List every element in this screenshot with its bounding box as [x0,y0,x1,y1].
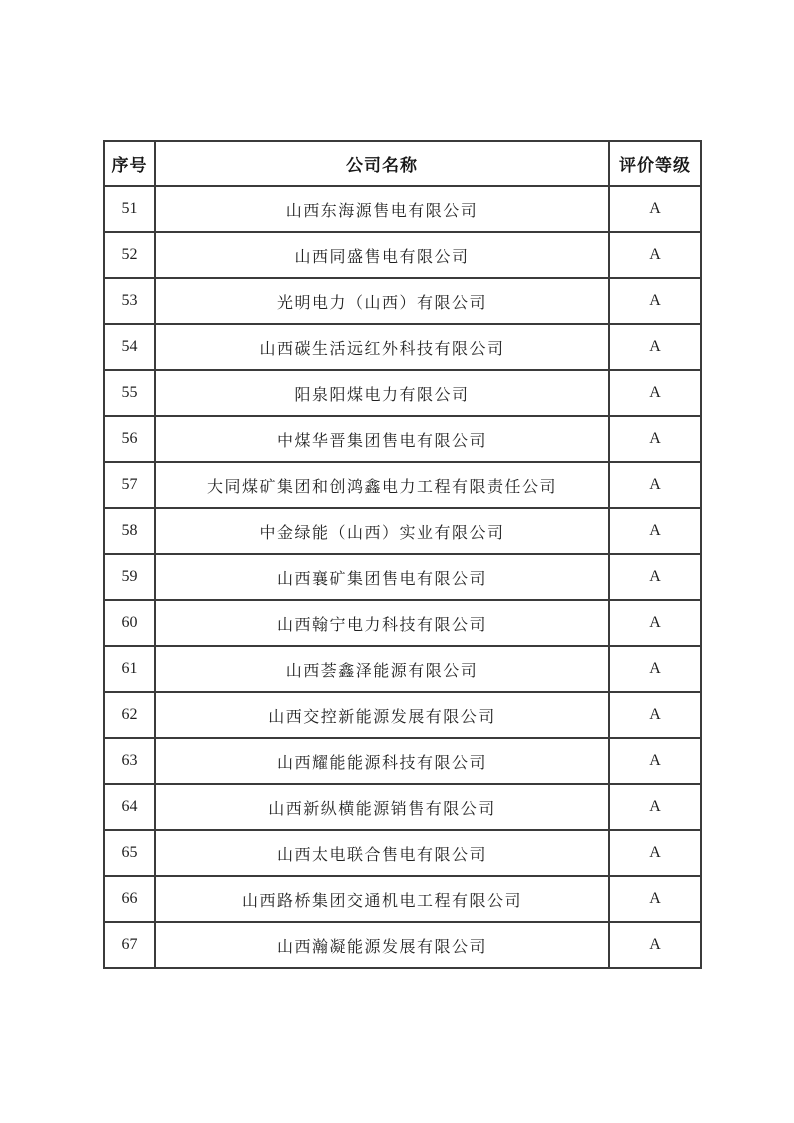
table-row [104,554,701,600]
serial-number-cell: 60 [104,600,155,646]
company-name-cell: 阳泉阳煤电力有限公司 [155,370,609,416]
serial-number-cell: 54 [104,324,155,370]
company-name-cell: 山西耀能能源科技有限公司 [155,738,609,784]
table-row [104,278,701,324]
grade-cell: A [609,922,701,968]
serial-number-cell: 62 [104,692,155,738]
grade-cell: A [609,554,701,600]
grade-cell: A [609,186,701,232]
header-company-name: 公司名称 [155,141,609,186]
serial-number-cell: 59 [104,554,155,600]
table-row [104,784,701,830]
serial-number-cell: 66 [104,876,155,922]
table-header-row [104,141,701,186]
grade-cell: A [609,646,701,692]
serial-number-cell: 65 [104,830,155,876]
table-row [104,692,701,738]
company-name-cell: 山西太电联合售电有限公司 [155,830,609,876]
serial-number-cell: 67 [104,922,155,968]
serial-number-cell: 52 [104,232,155,278]
table-row [104,876,701,922]
grade-cell: A [609,600,701,646]
table-row [104,416,701,462]
company-name-cell: 山西同盛售电有限公司 [155,232,609,278]
grade-cell: A [609,324,701,370]
company-name-cell: 大同煤矿集团和创鸿鑫电力工程有限责任公司 [155,462,609,508]
grade-cell: A [609,462,701,508]
grade-cell: A [609,416,701,462]
table-row [104,508,701,554]
grade-cell: A [609,876,701,922]
grade-cell: A [609,692,701,738]
company-name-cell: 山西翰宁电力科技有限公司 [155,600,609,646]
company-name-cell: 光明电力（山西）有限公司 [155,278,609,324]
table-row [104,186,701,232]
serial-number-cell: 51 [104,186,155,232]
serial-number-cell: 61 [104,646,155,692]
company-name-cell: 山西新纵横能源销售有限公司 [155,784,609,830]
serial-number-cell: 55 [104,370,155,416]
company-name-cell: 山西瀚凝能源发展有限公司 [155,922,609,968]
serial-number-cell: 53 [104,278,155,324]
header-rating-grade: 评价等级 [609,141,701,186]
company-name-cell: 山西路桥集团交通机电工程有限公司 [155,876,609,922]
serial-number-cell: 56 [104,416,155,462]
header-serial-number: 序号 [104,141,155,186]
table-row [104,738,701,784]
table-row [104,232,701,278]
serial-number-cell: 64 [104,784,155,830]
table-row [104,600,701,646]
table-row [104,324,701,370]
serial-number-cell: 57 [104,462,155,508]
company-name-cell: 山西碳生活远红外科技有限公司 [155,324,609,370]
company-name-cell: 山西东海源售电有限公司 [155,186,609,232]
grade-cell: A [609,784,701,830]
company-name-cell: 中金绿能（山西）实业有限公司 [155,508,609,554]
table-row [104,922,701,968]
table-row [104,462,701,508]
company-name-cell: 山西荟鑫泽能源有限公司 [155,646,609,692]
serial-number-cell: 63 [104,738,155,784]
table-row [104,830,701,876]
grade-cell: A [609,370,701,416]
serial-number-cell: 58 [104,508,155,554]
grade-cell: A [609,278,701,324]
grade-cell: A [609,508,701,554]
company-name-cell: 山西襄矿集团售电有限公司 [155,554,609,600]
grade-cell: A [609,738,701,784]
company-name-cell: 山西交控新能源发展有限公司 [155,692,609,738]
grade-cell: A [609,830,701,876]
company-rating-table [103,140,702,969]
table-row [104,646,701,692]
company-name-cell: 中煤华晋集团售电有限公司 [155,416,609,462]
grade-cell: A [609,232,701,278]
table-row [104,370,701,416]
